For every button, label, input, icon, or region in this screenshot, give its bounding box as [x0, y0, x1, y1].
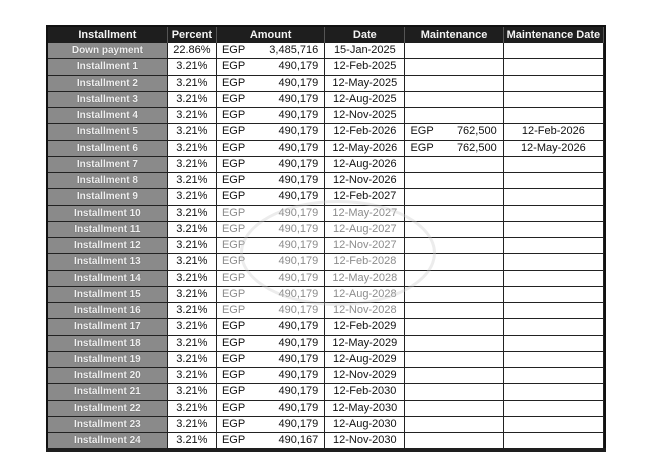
maintenance-currency-cell [405, 108, 435, 124]
installment-label: Installment 17 [48, 319, 167, 335]
date-cell: 12-May-2025 [325, 75, 405, 91]
maintenance-currency-cell [405, 270, 435, 286]
table-row [48, 270, 604, 286]
percent-cell: 3.21% [167, 75, 216, 91]
amount-cell: 490,179 [247, 384, 325, 400]
maintenance-date-cell [503, 156, 603, 172]
currency-cell: EGP [216, 303, 246, 319]
table-row [48, 75, 604, 91]
maintenance-currency-cell [405, 303, 435, 319]
amount-cell: 490,179 [247, 91, 325, 107]
table-row [48, 189, 604, 205]
table-row [48, 319, 604, 335]
date-cell: 12-Aug-2028 [325, 286, 405, 302]
installment-label: Installment 11 [48, 221, 167, 237]
installment-label: Installment 3 [48, 91, 167, 107]
currency-cell: EGP [216, 319, 246, 335]
amount-cell: 490,179 [247, 335, 325, 351]
percent-cell: 3.21% [167, 124, 216, 140]
amount-cell: 490,179 [247, 238, 325, 254]
header-installment: Installment [48, 27, 167, 43]
date-cell: 12-Aug-2026 [325, 156, 405, 172]
date-cell: 12-Nov-2025 [325, 108, 405, 124]
maintenance-date-cell [503, 384, 603, 400]
header-row [48, 27, 604, 43]
table-row [48, 384, 604, 400]
installment-label: Installment 7 [48, 156, 167, 172]
maintenance-date-cell [503, 416, 603, 432]
installment-label: Installment 4 [48, 108, 167, 124]
table-row [48, 286, 604, 302]
maintenance-date-cell [503, 368, 603, 384]
maintenance-currency-cell [405, 254, 435, 270]
maintenance-date-cell [503, 43, 603, 59]
maintenance-amount-cell [435, 286, 503, 302]
percent-cell: 3.21% [167, 384, 216, 400]
installment-label: Installment 8 [48, 173, 167, 189]
maintenance-amount-cell [435, 270, 503, 286]
installment-label: Installment 18 [48, 335, 167, 351]
percent-cell: 3.21% [167, 286, 216, 302]
maintenance-currency-cell [405, 156, 435, 172]
installment-label: Installment 15 [48, 286, 167, 302]
maintenance-date-cell [503, 221, 603, 237]
installment-label: Installment 21 [48, 384, 167, 400]
amount-cell: 490,179 [247, 254, 325, 270]
amount-cell: 490,179 [247, 416, 325, 432]
percent-cell: 3.21% [167, 91, 216, 107]
maintenance-date-cell [503, 108, 603, 124]
maintenance-currency-cell [405, 433, 435, 449]
amount-cell: 490,179 [247, 189, 325, 205]
table-row [48, 254, 604, 270]
currency-cell: EGP [216, 270, 246, 286]
date-cell: 12-Aug-2029 [325, 351, 405, 367]
maintenance-currency-cell [405, 368, 435, 384]
maintenance-currency-cell [405, 189, 435, 205]
currency-cell: EGP [216, 140, 246, 156]
percent-cell: 3.21% [167, 254, 216, 270]
currency-cell: EGP [216, 238, 246, 254]
currency-cell: EGP [216, 286, 246, 302]
table-row [48, 140, 604, 156]
amount-cell: 490,179 [247, 205, 325, 221]
maintenance-date-cell [503, 75, 603, 91]
table-row [48, 43, 604, 59]
table-row [48, 416, 604, 432]
amount-cell: 490,179 [247, 303, 325, 319]
currency-cell: EGP [216, 433, 246, 449]
percent-cell: 3.21% [167, 205, 216, 221]
maintenance-date-cell [503, 254, 603, 270]
percent-cell: 3.21% [167, 400, 216, 416]
amount-cell: 490,179 [247, 351, 325, 367]
header-maintenance-date: Maintenance Date [503, 27, 603, 43]
maintenance-amount-cell [435, 221, 503, 237]
installment-label: Installment 23 [48, 416, 167, 432]
maintenance-currency-cell [405, 173, 435, 189]
currency-cell: EGP [216, 91, 246, 107]
maintenance-currency-cell [405, 351, 435, 367]
maintenance-date-cell [503, 91, 603, 107]
table-row [48, 205, 604, 221]
date-cell: 12-May-2028 [325, 270, 405, 286]
maintenance-amount-cell [435, 416, 503, 432]
maintenance-amount-cell [435, 238, 503, 254]
maintenance-amount-cell [435, 108, 503, 124]
maintenance-currency-cell [405, 384, 435, 400]
percent-cell: 3.21% [167, 156, 216, 172]
maintenance-amount-cell [435, 368, 503, 384]
currency-cell: EGP [216, 205, 246, 221]
installment-label: Installment 22 [48, 400, 167, 416]
header-date: Date [325, 27, 405, 43]
amount-cell: 3,485,716 [247, 43, 325, 59]
maintenance-currency-cell [405, 416, 435, 432]
maintenance-date-cell [503, 351, 603, 367]
table-row [48, 433, 604, 449]
amount-cell: 490,179 [247, 368, 325, 384]
date-cell: 12-Feb-2030 [325, 384, 405, 400]
percent-cell: 3.21% [167, 335, 216, 351]
percent-cell: 3.21% [167, 221, 216, 237]
currency-cell: EGP [216, 254, 246, 270]
maintenance-date-cell [503, 173, 603, 189]
percent-cell: 3.21% [167, 238, 216, 254]
percent-cell: 3.21% [167, 173, 216, 189]
currency-cell: EGP [216, 43, 246, 59]
amount-cell: 490,179 [247, 140, 325, 156]
percent-cell: 3.21% [167, 433, 216, 449]
maintenance-date-cell [503, 433, 603, 449]
currency-cell: EGP [216, 335, 246, 351]
maintenance-date-cell [503, 270, 603, 286]
maintenance-date-cell [503, 205, 603, 221]
maintenance-amount-cell [435, 384, 503, 400]
currency-cell: EGP [216, 59, 246, 75]
installment-label: Down payment [48, 43, 167, 59]
date-cell: 12-Nov-2030 [325, 433, 405, 449]
maintenance-date-cell: 12-Feb-2026 [503, 124, 603, 140]
maintenance-amount-cell [435, 91, 503, 107]
date-cell: 12-Aug-2027 [325, 221, 405, 237]
currency-cell: EGP [216, 156, 246, 172]
amount-cell: 490,179 [247, 270, 325, 286]
amount-cell: 490,179 [247, 59, 325, 75]
maintenance-amount-cell [435, 335, 503, 351]
maintenance-date-cell [503, 319, 603, 335]
table-row [48, 335, 604, 351]
installment-label: Installment 16 [48, 303, 167, 319]
maintenance-currency-cell [405, 286, 435, 302]
maintenance-date-cell [503, 400, 603, 416]
payment-schedule-table [48, 27, 604, 449]
percent-cell: 3.21% [167, 59, 216, 75]
percent-cell: 3.21% [167, 416, 216, 432]
schedule-body [48, 43, 604, 449]
maintenance-amount-cell [435, 75, 503, 91]
date-cell: 12-Feb-2029 [325, 319, 405, 335]
amount-cell: 490,179 [247, 108, 325, 124]
table-row [48, 351, 604, 367]
maintenance-amount-cell [435, 189, 503, 205]
date-cell: 12-Nov-2029 [325, 368, 405, 384]
percent-cell: 3.21% [167, 270, 216, 286]
percent-cell: 3.21% [167, 351, 216, 367]
amount-cell: 490,179 [247, 124, 325, 140]
maintenance-currency-cell [405, 400, 435, 416]
installment-label: Installment 14 [48, 270, 167, 286]
table-row [48, 91, 604, 107]
date-cell: 12-Feb-2028 [325, 254, 405, 270]
currency-cell: EGP [216, 75, 246, 91]
installment-label: Installment 13 [48, 254, 167, 270]
amount-cell: 490,179 [247, 286, 325, 302]
date-cell: 12-Aug-2030 [325, 416, 405, 432]
percent-cell: 3.21% [167, 368, 216, 384]
installment-label: Installment 19 [48, 351, 167, 367]
amount-cell: 490,179 [247, 319, 325, 335]
maintenance-amount-cell [435, 303, 503, 319]
table-row [48, 124, 604, 140]
date-cell: 12-Feb-2025 [325, 59, 405, 75]
installment-label: Installment 12 [48, 238, 167, 254]
maintenance-date-cell [503, 286, 603, 302]
maintenance-currency-cell [405, 335, 435, 351]
maintenance-amount-cell [435, 156, 503, 172]
table-row [48, 108, 604, 124]
maintenance-currency-cell [405, 319, 435, 335]
maintenance-currency-cell [405, 205, 435, 221]
percent-cell: 3.21% [167, 319, 216, 335]
percent-cell: 22.86% [167, 43, 216, 59]
currency-cell: EGP [216, 108, 246, 124]
maintenance-date-cell [503, 335, 603, 351]
maintenance-date-cell [503, 59, 603, 75]
amount-cell: 490,167 [247, 433, 325, 449]
amount-cell: 490,179 [247, 156, 325, 172]
maintenance-amount-cell [435, 433, 503, 449]
percent-cell: 3.21% [167, 108, 216, 124]
payment-schedule-sheet [46, 25, 606, 449]
maintenance-amount-cell [435, 319, 503, 335]
maintenance-currency-cell [405, 221, 435, 237]
table-row [48, 221, 604, 237]
percent-cell: 3.21% [167, 189, 216, 205]
maintenance-amount-cell [435, 43, 503, 59]
header-percent: Percent [167, 27, 216, 43]
maintenance-date-cell [503, 238, 603, 254]
date-cell: 12-Aug-2025 [325, 91, 405, 107]
table-row [48, 368, 604, 384]
installment-label: Installment 24 [48, 433, 167, 449]
currency-cell: EGP [216, 384, 246, 400]
currency-cell: EGP [216, 124, 246, 140]
currency-cell: EGP [216, 416, 246, 432]
maintenance-amount-cell [435, 59, 503, 75]
percent-cell: 3.21% [167, 303, 216, 319]
installment-label: Installment 10 [48, 205, 167, 221]
table-row [48, 173, 604, 189]
date-cell: 15-Jan-2025 [325, 43, 405, 59]
maintenance-currency-cell [405, 75, 435, 91]
maintenance-currency-cell [405, 59, 435, 75]
date-cell: 12-May-2029 [325, 335, 405, 351]
maintenance-currency-cell: EGP [405, 140, 435, 156]
amount-cell: 490,179 [247, 400, 325, 416]
bottom-border [46, 448, 606, 452]
maintenance-amount-cell [435, 351, 503, 367]
currency-cell: EGP [216, 173, 246, 189]
currency-cell: EGP [216, 189, 246, 205]
maintenance-date-cell [503, 189, 603, 205]
date-cell: 12-Feb-2026 [325, 124, 405, 140]
installment-label: Installment 6 [48, 140, 167, 156]
amount-cell: 490,179 [247, 75, 325, 91]
maintenance-amount-cell [435, 173, 503, 189]
table-row [48, 156, 604, 172]
maintenance-amount-cell [435, 205, 503, 221]
installment-label: Installment 5 [48, 124, 167, 140]
currency-cell: EGP [216, 400, 246, 416]
percent-cell: 3.21% [167, 140, 216, 156]
maintenance-amount-cell [435, 400, 503, 416]
date-cell: 12-May-2027 [325, 205, 405, 221]
installment-label: Installment 1 [48, 59, 167, 75]
date-cell: 12-Nov-2028 [325, 303, 405, 319]
maintenance-date-cell: 12-May-2026 [503, 140, 603, 156]
header-amount: Amount [216, 27, 324, 43]
table-row [48, 303, 604, 319]
installment-label: Installment 20 [48, 368, 167, 384]
date-cell: 12-May-2026 [325, 140, 405, 156]
currency-cell: EGP [216, 221, 246, 237]
maintenance-currency-cell [405, 238, 435, 254]
maintenance-amount-cell: 762,500 [435, 140, 503, 156]
installment-label: Installment 9 [48, 189, 167, 205]
amount-cell: 490,179 [247, 173, 325, 189]
currency-cell: EGP [216, 368, 246, 384]
maintenance-amount-cell [435, 254, 503, 270]
currency-cell: EGP [216, 351, 246, 367]
date-cell: 12-Feb-2027 [325, 189, 405, 205]
maintenance-date-cell [503, 303, 603, 319]
table-row [48, 59, 604, 75]
maintenance-currency-cell [405, 91, 435, 107]
date-cell: 12-May-2030 [325, 400, 405, 416]
header-maintenance: Maintenance [405, 27, 503, 43]
date-cell: 12-Nov-2026 [325, 173, 405, 189]
table-row [48, 238, 604, 254]
date-cell: 12-Nov-2027 [325, 238, 405, 254]
table-row [48, 400, 604, 416]
maintenance-currency-cell: EGP [405, 124, 435, 140]
installment-label: Installment 2 [48, 75, 167, 91]
amount-cell: 490,179 [247, 221, 325, 237]
maintenance-currency-cell [405, 43, 435, 59]
maintenance-amount-cell: 762,500 [435, 124, 503, 140]
